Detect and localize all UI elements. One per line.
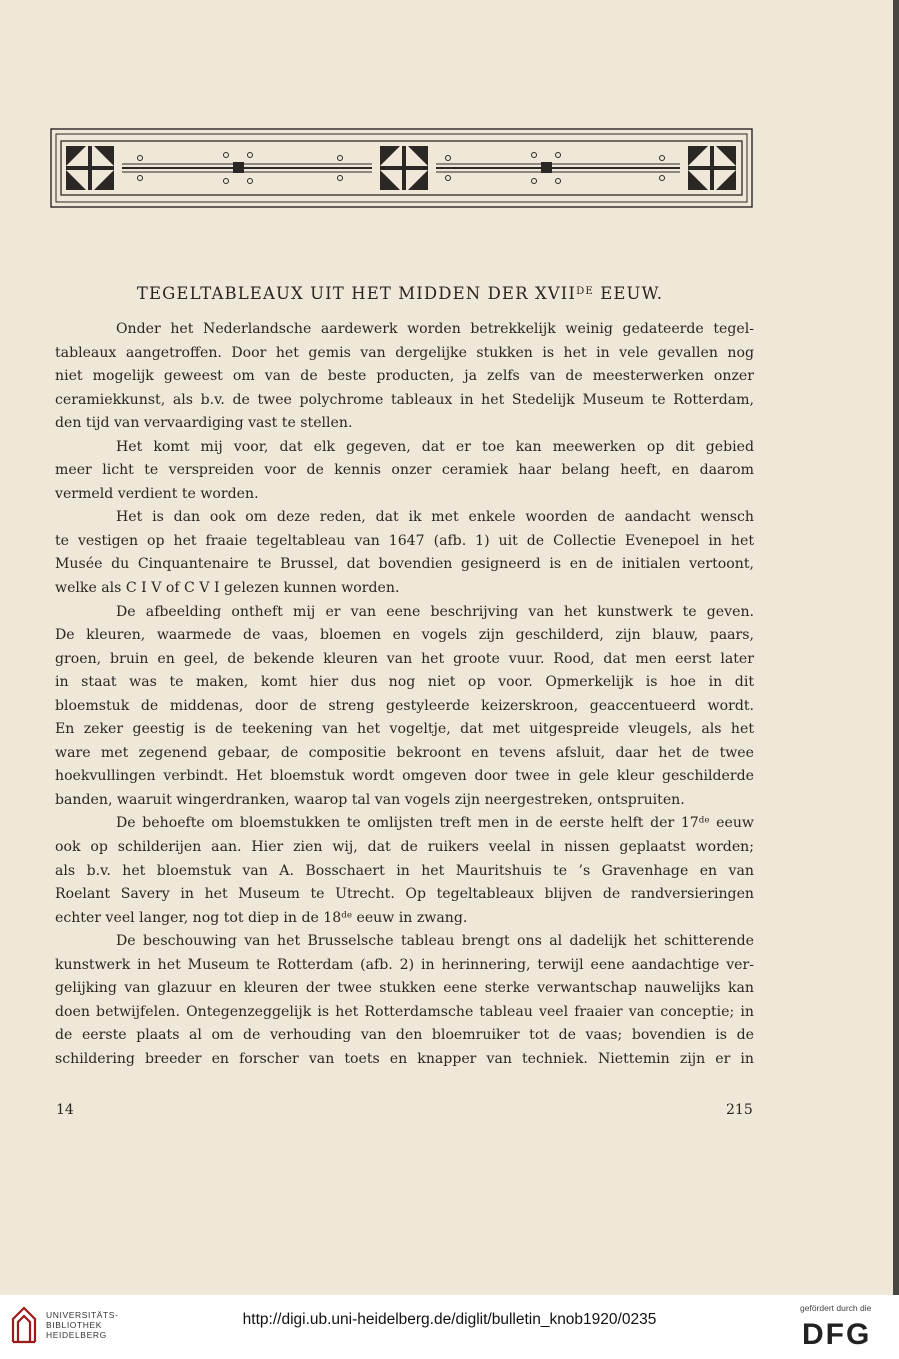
text-line: doen betwijfelen. Ontegenzeggelijk is het Rotterdamsche tableau veel fraaier van conceptie; in (55, 1003, 754, 1020)
text-line: Het komt mij voor, dat elk gegeven, dat er toe kan meewerken op dit gebied (116, 438, 754, 455)
text-line: ware met zegenend gebaar, de compositie bekroont en tevens afsluit, daar het de twee (55, 744, 754, 761)
page-number: 215 (726, 1102, 753, 1118)
text-line: kunstwerk in het Museum te Rotterdam (afb. 2) in herinnering, terwijl eene aandachtige ver- (55, 956, 754, 973)
text-line: De kleuren, waarmede de vaas, bloemen en vogels zijn geschilderd, zijn blauw, paars, (55, 627, 754, 644)
page-edge-shadow (893, 0, 899, 1335)
text-line: Het is dan ook om deze reden, dat ik met enkele woorden de aandacht wensch (116, 509, 754, 526)
text-line: ceramiekkunst, als b.v. de twee polychrome tableaux in het Stedelijk Museum te Rotterdam, (55, 391, 754, 408)
library-name[interactable]: UNIVERSITÄTS- BIBLIOTHEK HEIDELBERG (46, 1310, 119, 1340)
tile-ornament-right (688, 146, 736, 190)
paragraph-3 (55, 506, 754, 600)
text-line: Onder het Nederlandsche aardewerk worden betrekkelijk weinig gedateerde tegel- (116, 321, 754, 337)
text-line: ook op schilderijen aan. Hier zien wij, dat de ruikers veelal in nissen geplaatst worden; (55, 839, 754, 856)
text-line: niet mogelijk geweest om van de beste producten, ja zelfs van de meesterwerken onzer (55, 368, 754, 385)
band-left (122, 153, 372, 184)
paragraph-4 (55, 601, 754, 813)
text-line: banden, waaruit wingerdranken, waarop tal van vogels zijn neergestreken, ontspruiten. (55, 791, 685, 808)
text-line: den tijd van vervaardiging vast te stellen. (55, 415, 353, 432)
funder-logo[interactable]: DFG (802, 1318, 872, 1351)
paragraph-6 (55, 930, 754, 1071)
text-line: als b.v. het bloemstuk van A. Bosschaert in het Mauritshuis te ’s Gravenhage en van (55, 862, 754, 879)
paragraph-1 (55, 318, 754, 436)
text-line: de eerste plaats al om de verhouding van den bloemruiker tot de vaas; bovendien is de (55, 1027, 754, 1044)
text-line: De behoefte om bloemstukken te omlijsten treft men in de eerste helft der 17de eeuw (116, 815, 754, 832)
text-line: Roelant Savery in het Museum te Utrecht. Op tegeltableaux blijven de randversieringen (55, 886, 754, 903)
permalink-url[interactable]: http://digi.ub.uni-heidelberg.de/diglit/bulletin_knob1920/0235 (242, 1311, 657, 1328)
signature-mark: 14 (56, 1102, 74, 1118)
band-right-square (541, 162, 552, 173)
text-line: welke als C I V of C V I gelezen kunnen worden. (55, 580, 400, 597)
text-line: Musée du Cinquantenaire te Brussel, dat bovendien gesigneerd is en de initialen vertoont, (55, 556, 754, 573)
tile-ornament-left (66, 146, 114, 190)
band-right (436, 153, 680, 184)
text-line: in staat was te maken, komt hier dus nog niet op voor. Opmerkelijk is hoe in dit (55, 674, 754, 691)
text-line: groen, bruin en geel, de bekende kleuren van het groote vuur. Rood, dat men eerst later (55, 650, 754, 667)
text-line: meer licht te verspreiden voor de kennis onzer ceramiek haar belang heeft, en daarom (55, 462, 754, 479)
text-line: echter veel langer, nog tot diep in de 18de eeuw in zwang. (55, 909, 468, 926)
text-line: En zeker geestig is de teekening van het vogeltje, dat met uitgespreide vleugels, als het (55, 721, 754, 738)
text-line: vermeld verdient te worden. (55, 485, 259, 502)
text-line: gelijking van glazuur en kleuren der twee stukken eene sterke verwantschap nauwelijks kan (55, 980, 754, 997)
text-line: tableaux aangetroffen. Door het gemis van dergelijke stukken is het in vele gevallen nog (55, 344, 754, 361)
ornamental-border (50, 128, 753, 208)
paragraph-2 (55, 436, 754, 507)
band-left-square (233, 162, 244, 173)
text-line: De beschouwing van het Brusselsche tableau brengt ons al dadelijk het schitterende (116, 933, 754, 950)
text-line: bloemstuk de middenas, door de streng gestyleerde keizerskroon, geaccentueerd wordt. (55, 697, 754, 714)
text-line: schildering breeder en forscher van toets en knapper van techniek. Niettemin zijn er in (55, 1050, 754, 1067)
text-line: te vestigen op het fraaie tegeltableau van 1647 (afb. 1) uit de Collectie Evenepoel in het (55, 532, 754, 549)
text-line: hoekvullingen verbindt. Het bloemstuk wordt omgeven door twee in gele kleur geschilderde (55, 768, 754, 785)
article-body (55, 318, 754, 1072)
text-line: De afbeelding ontheft mij er van eene beschrijving van het kunstwerk te geven. (116, 603, 754, 620)
tile-ornament-center (380, 146, 428, 190)
article-title: TEGELTABLEAUX UIT HET MIDDEN DER XVIIDE EEUW. (136, 284, 664, 303)
paragraph-5 (55, 812, 754, 930)
funding-label: gefördert durch die (800, 1303, 872, 1313)
